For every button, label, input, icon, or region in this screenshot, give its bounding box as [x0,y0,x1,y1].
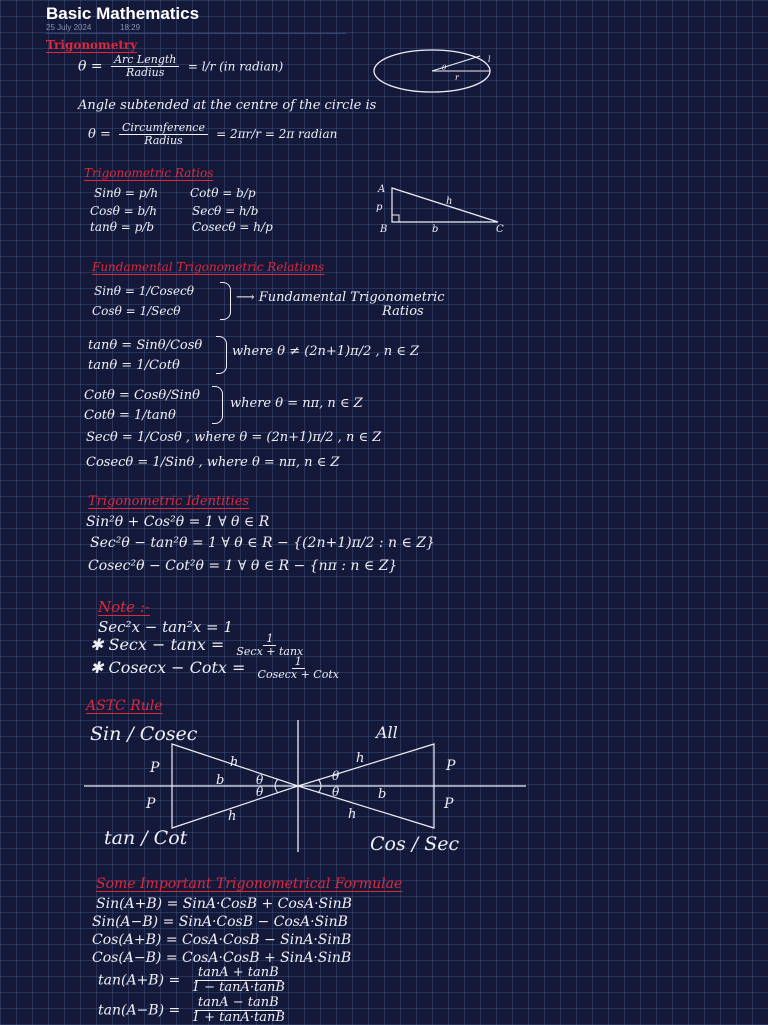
note-2-num: 1 [263,633,276,646]
tri-label-h: h [446,196,453,207]
note-heading: Note :- [98,598,150,616]
ratio-tan: tanθ = p/b [90,220,155,234]
header-time: 18:29 [120,23,141,32]
formula-tan-diff [98,996,292,1025]
relations-heading: Fundamental Trigonometric Relations [92,260,325,274]
circ-denominator: Radius [144,133,183,147]
astc-theta-br: θ [332,785,340,799]
cot-relation-2: Cotθ = 1/tanθ [84,408,176,423]
right-triangle-diagram [372,182,512,234]
sec-relation: Secθ = 1/Cosθ , where θ = (2n+1)π/2 , n ∈ Z [86,430,382,445]
formula-cos-sum: Cos(A+B) = CosA·CosB − SinA·SinB [92,932,352,948]
astc-b-tl: b [216,773,225,788]
note-3-num: 1 [292,656,305,669]
ratio-cos: Cosθ = b/h [90,204,157,218]
cot-relation-1: Cotθ = Cosθ/Sinθ [84,388,200,403]
tan-sum-den: 1 − tanA·tanB [191,979,285,995]
page-title: Basic Mathematics [46,4,200,23]
astc-h-tl: h [230,755,239,770]
tan-diff-num: tanA − tanB [195,996,282,1011]
astc-h-bl: h [228,809,237,824]
astc-p-bl: P [146,796,156,812]
ratio-sec: Secθ = h/b [192,204,259,218]
formulae-heading: Some Important Trigonometrical Formulae [96,876,403,892]
tri-label-b-vertex: B [380,224,388,234]
ratio-cosec: Cosecθ = h/p [192,220,273,234]
angle-subtended-text: Angle subtended at the centre of the circle is [78,98,377,113]
astc-q4: Cos / Sec [370,833,460,855]
note-3-den: Cosecx + Cotx [257,667,339,681]
header-date: 25 July 2024 [46,23,92,32]
tri-label-b-side: b [432,224,439,234]
tan-relation-1: tanθ = Sinθ/Cosθ [88,338,203,353]
formula-cos-diff: Cos(A−B) = CosA·CosB + SinA·SinB [92,950,352,966]
cot-where: where θ = nπ, n ∈ Z [230,396,363,411]
tan-sum-lhs: tan(A+B) = [98,972,181,989]
astc-q2: All [376,723,398,742]
circle-diagram [372,48,502,96]
sin-relation: Sinθ = 1/Cosecθ [94,284,194,298]
astc-diagram [80,716,530,856]
circumference-formula [88,122,337,147]
circle-label-r: r [455,73,459,82]
astc-h-br: h [348,807,357,822]
formula-tan-sum [98,966,292,995]
circ-numerator: Circumference [119,122,208,135]
bracket-1 [220,282,231,320]
astc-p-br: P [444,796,454,812]
astc-p-tl: P [150,760,160,776]
astc-theta-bl: θ [256,785,264,799]
arrow-text: Fundamental Trigonometric [258,290,445,305]
note-1: Sec²x − tan²x = 1 [98,618,233,636]
formula-sin-diff: Sin(A−B) = SinA·CosB − CosA·SinB [92,914,348,930]
arc-denominator: Radius [126,65,165,79]
note-2 [90,633,310,658]
astc-h-tr: h [356,751,365,766]
note-2-den: Secx + tanx [236,644,304,658]
l-over-r: = l/r (in radian) [187,59,284,74]
tri-label-p: p [376,202,383,213]
cosec-relation: Cosecθ = 1/Sinθ , where θ = nπ, n ∈ Z [86,455,340,470]
cos-relation: Cosθ = 1/Secθ [92,304,181,318]
tan-sum-num: tanA + tanB [195,966,282,981]
identity-2: Sec²θ − tan²θ = 1 ∀ θ ∈ R − {(2n+1)π/2 : n ∈ Z} [90,535,435,551]
identity-3: Cosec²θ − Cot²θ = 1 ∀ θ ∈ R − {nπ : n ∈ Z} [88,558,398,574]
astc-q1: Sin / Cosec [90,723,198,745]
astc-heading: ASTC Rule [86,698,163,714]
tri-label-c: C [496,224,504,234]
header-divider [46,33,346,34]
ratios-heading: Trigonometric Ratios [84,166,214,180]
tan-diff-lhs: tan(A−B) = [98,1002,181,1019]
circ-lhs: θ = [88,126,111,142]
bracket-2 [216,336,227,374]
arc-numerator: Arc Length [111,54,179,67]
astc-theta-tl: θ [256,773,264,787]
tri-label-a: A [378,184,386,195]
tan-diff-den: 1 + tanA·tanB [191,1009,285,1025]
astc-p-tr: P [446,758,456,774]
arc-length-formula [78,54,283,79]
trigonometry-heading: Trigonometry [46,38,138,52]
note-3-lhs: ✱ Cosecx − Cotx = [90,657,246,677]
identities-heading: Trigonometric Identities [88,494,250,509]
ratio-cot: Cotθ = b/p [190,186,256,200]
formula-sin-sum: Sin(A+B) = SinA·CosB + CosA·SinB [96,896,352,912]
note-3 [90,656,346,681]
tan-relation-2: tanθ = 1/Cotθ [88,358,180,373]
bracket-3 [212,386,223,424]
arrow-ratios: Ratios [382,304,424,319]
astc-b-br: b [378,787,387,802]
astc-theta-tr: θ [332,769,340,783]
identity-1: Sin²θ + Cos²θ = 1 ∀ θ ∈ R [86,514,270,530]
note-2-lhs: ✱ Secx − tanx = [90,634,225,654]
circle-label-l: l [488,55,491,64]
circ-rhs: = 2πr/r = 2π radian [216,126,338,141]
tan-where: where θ ≠ (2n+1)π/2 , n ∈ Z [232,344,420,359]
astc-q3: tan / Cot [104,827,188,849]
circle-label-theta: θ [442,64,447,72]
arrow-fundamental-ratios: ⟶ Fundamental Trigonometric [236,290,445,305]
ratio-sin: Sinθ = p/h [94,186,159,200]
theta-lhs: θ = [78,58,103,75]
